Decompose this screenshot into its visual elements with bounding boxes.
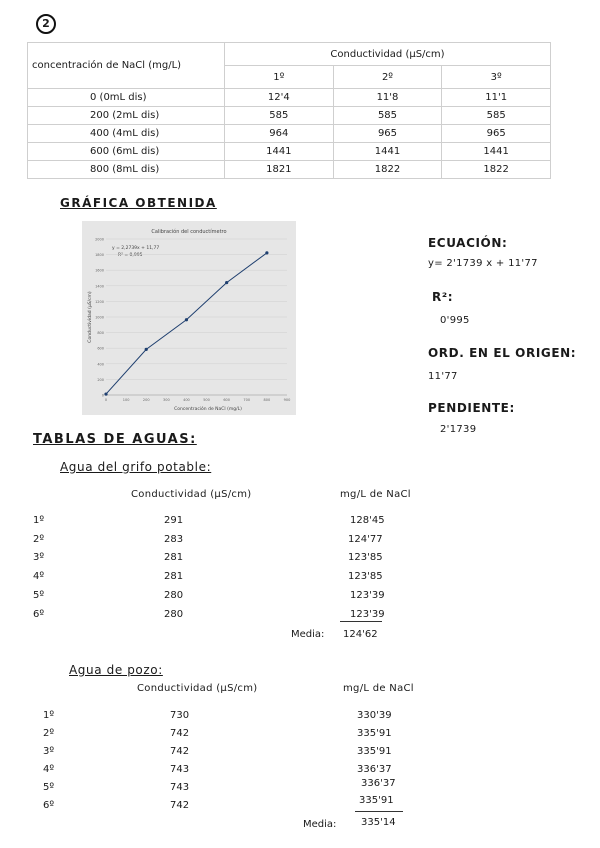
nacl-value: 128'45 [350,515,385,526]
r2-label: R²: [432,290,454,304]
value-cell: 965 [333,125,442,143]
conductivity-value: 291 [164,515,184,526]
value-cell: 585 [333,107,442,125]
nacl-value: 123'39 [350,609,385,620]
chart-ylabel: Conductividad (µS/cm) [88,291,93,343]
concentration-header: concentración de NaCl (mg/L) [28,43,225,89]
value-cell: 11'8 [333,89,442,107]
ord-origen-value: 11'77 [428,371,458,382]
value-cell: 1822 [442,161,551,179]
table-row [28,161,551,179]
data-point [265,251,268,254]
pendiente-label: PENDIENTE: [428,401,515,415]
row-index: 4º [33,571,45,582]
row-index: 1º [33,515,45,526]
x-tick-label: 400 [183,398,190,402]
chart-xlabel: Concentración de NaCl (mg/L) [174,407,242,412]
conductivity-value: 742 [170,800,190,811]
x-tick-label: 200 [142,398,150,402]
section-number: 2 [36,14,56,34]
row-index: 2º [43,728,55,739]
pozo-media-value: 335'14 [361,817,396,828]
x-tick-label: 500 [203,398,210,402]
tablas-title: TABLAS DE AGUAS: [33,432,197,447]
conductivity-value: 283 [164,534,184,545]
row-index: 2º [33,534,45,545]
y-tick-label: 1000 [95,315,104,320]
row-index: 4º [43,764,55,775]
calibration-chart [82,221,296,415]
ord-origen-label: ORD. EN EL ORIGEN: [428,346,577,360]
grifo-title: Agua del grifo potable: [60,460,212,474]
value-cell: 965 [442,125,551,143]
x-tick-label: 300 [162,398,170,402]
table-row [28,143,551,161]
y-tick-label: 400 [97,362,104,367]
calibration-table [27,42,551,179]
concentration-cell: 400 (4mL dis) [28,125,225,143]
chart-equation: y = 2,2739x + 11,77 [112,246,160,251]
grifo-conductivity-header: Conductividad (µS/cm) [131,489,252,500]
nacl-value: 335'91 [359,795,394,806]
concentration-cell: 600 (6mL dis) [28,143,225,161]
conductivity-value: 281 [164,571,184,582]
x-tick-label: 100 [122,398,130,402]
pozo-title: Agua de pozo: [69,663,163,677]
chart-title: Calibración del conductímetro [151,229,227,235]
value-cell: 1821 [225,161,334,179]
y-tick-label: 2000 [95,237,104,242]
concentration-cell: 800 (8mL dis) [28,161,225,179]
conductivity-header: Conductividad (µS/cm) [225,43,551,66]
replicate-header: 2º [333,66,442,89]
pozo-media-label: Media: [303,819,337,830]
nacl-value: 335'91 [357,728,392,739]
concentration-cell: 200 (2mL dis) [28,107,225,125]
row-index: 3º [33,552,45,563]
pozo-nacl-header: mg/L de NaCl [343,683,414,694]
row-index: 6º [43,800,55,811]
grifo-media-value: 124'62 [343,629,378,640]
y-tick-label: 200 [97,377,104,382]
replicate-header: 1º [225,66,334,89]
sum-line [355,811,403,812]
y-tick-label: 1200 [95,299,104,304]
data-point [185,318,188,321]
row-index: 5º [33,590,45,601]
value-cell: 11'1 [442,89,551,107]
value-cell: 1441 [333,143,442,161]
y-tick-label: 0 [101,393,104,398]
data-point [104,392,107,395]
grifo-nacl-header: mg/L de NaCl [340,489,411,500]
data-point [225,281,228,284]
value-cell: 585 [442,107,551,125]
table-row [28,89,551,107]
chart-r2: R² = 0,995 [118,253,143,258]
nacl-value: 123'85 [348,552,383,563]
table-row [28,125,551,143]
pozo-conductivity-header: Conductividad (µS/cm) [137,683,258,694]
y-tick-label: 1400 [95,284,104,289]
sum-line [340,621,382,622]
conductivity-value: 280 [164,609,184,620]
x-tick-label: 0 [104,398,108,402]
x-tick-label: 900 [283,398,291,402]
nacl-value: 335'91 [357,746,392,757]
conductivity-value: 743 [170,782,190,793]
ecuacion-label: ECUACIÓN: [428,236,508,250]
y-tick-label: 600 [97,346,104,351]
x-tick-label: 600 [223,398,231,402]
y-tick-label: 1600 [95,268,104,273]
table-row [28,107,551,125]
nacl-value: 124'77 [348,534,383,545]
y-tick-label: 800 [97,331,104,336]
grifo-media-label: Media: [291,629,325,640]
row-index: 6º [33,609,45,620]
conductivity-value: 280 [164,590,184,601]
value-cell: 1822 [333,161,442,179]
replicate-header: 3º [442,66,551,89]
value-cell: 585 [225,107,334,125]
conductivity-value: 743 [170,764,190,775]
data-point [145,348,148,351]
row-index: 1º [43,710,55,721]
conductivity-value: 730 [170,710,190,721]
nacl-value: 330'39 [357,710,392,721]
x-tick-label: 800 [263,398,271,402]
chart-svg [82,221,296,415]
value-cell: 1441 [442,143,551,161]
nacl-value: 123'85 [348,571,383,582]
grafica-title: GRÁFICA OBTENIDA [60,196,217,210]
pendiente-value: 2'1739 [440,424,477,435]
y-tick-label: 1800 [95,253,104,258]
row-index: 3º [43,746,55,757]
nacl-value: 336'37 [361,778,396,789]
concentration-cell: 0 (0mL dis) [28,89,225,107]
nacl-value: 123'39 [350,590,385,601]
r2-value: 0'995 [440,315,470,326]
x-tick-label: 700 [243,398,251,402]
value-cell: 12'4 [225,89,334,107]
ecuacion-value: y= 2'1739 x + 11'77 [428,258,538,269]
nacl-value: 336'37 [357,764,392,775]
row-index: 5º [43,782,55,793]
conductivity-value: 281 [164,552,184,563]
value-cell: 1441 [225,143,334,161]
value-cell: 964 [225,125,334,143]
conductivity-value: 742 [170,728,190,739]
series-line [106,253,267,394]
conductivity-value: 742 [170,746,190,757]
